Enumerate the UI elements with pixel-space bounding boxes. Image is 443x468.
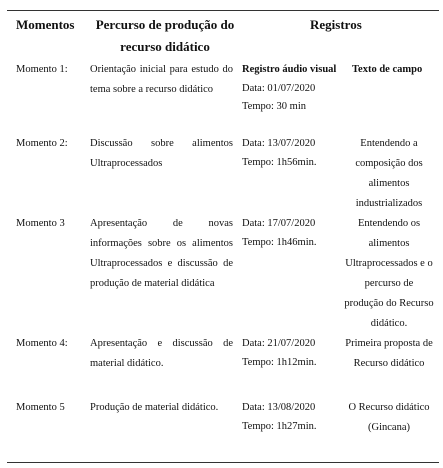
row-2-percurso: Discussão sobre alimentos Ultraprocessados <box>90 138 233 169</box>
row-4-momento: Momento 4: <box>16 338 68 349</box>
row-1-tempo: Tempo: 30 min <box>242 101 307 112</box>
row-1-momento: Momento 1: <box>16 64 68 75</box>
row-4-tempo: Tempo: 1h12min. <box>242 357 317 368</box>
row-3-momento: Momento 3 <box>16 218 65 229</box>
row-2-tempo: Tempo: 1h56min. <box>242 157 317 168</box>
row-3-data: Data: 17/07/2020 <box>242 218 316 229</box>
row-3-texto: Entendendo os alimentos Ultraprocessados e o percurso de produção do Recurso didático. <box>344 218 434 329</box>
header-percurso: Percurso de produção do recurso didático <box>95 17 235 54</box>
subheader-texto-campo: Texto de campo <box>352 64 423 75</box>
row-3-tempo: Tempo: 1h46min. <box>242 237 317 248</box>
row-2-texto: Entendendo a composição dos alimentos industrializados <box>355 138 423 209</box>
row-4-data: Data: 21/07/2020 <box>242 338 316 349</box>
row-5-momento: Momento 5 <box>16 402 65 413</box>
bottom-rule <box>7 462 439 463</box>
row-5-tempo: Tempo: 1h27min. <box>242 421 317 432</box>
row-5-data: Data: 13/08/2020 <box>242 402 316 413</box>
row-5-texto: O Recurso didático (Gincana) <box>348 402 430 433</box>
row-1-percurso: Orientação inicial para estudo do tema sobre a recurso didático <box>90 64 233 95</box>
row-5-percurso: Produção de material didático. <box>90 402 219 413</box>
row-3-percurso: Apresentação de novas informações sobre os alimentos Ultraprocessados e discussão de produção de material didática <box>90 218 233 289</box>
row-4-percurso: Apresentação e discussão de material didático. <box>90 338 233 369</box>
header-momentos: Momentos <box>16 17 75 32</box>
header-registros: Registros <box>310 17 362 32</box>
row-1-data: Data: 01/07/2020 <box>242 83 316 94</box>
row-2-data: Data: 13/07/2020 <box>242 138 316 149</box>
top-rule <box>7 10 439 11</box>
row-4-texto: Primeira proposta de Recurso didático <box>345 338 433 369</box>
row-2-momento: Momento 2: <box>16 138 68 149</box>
subheader-registro-audio: Registro áudio visual <box>242 64 337 75</box>
